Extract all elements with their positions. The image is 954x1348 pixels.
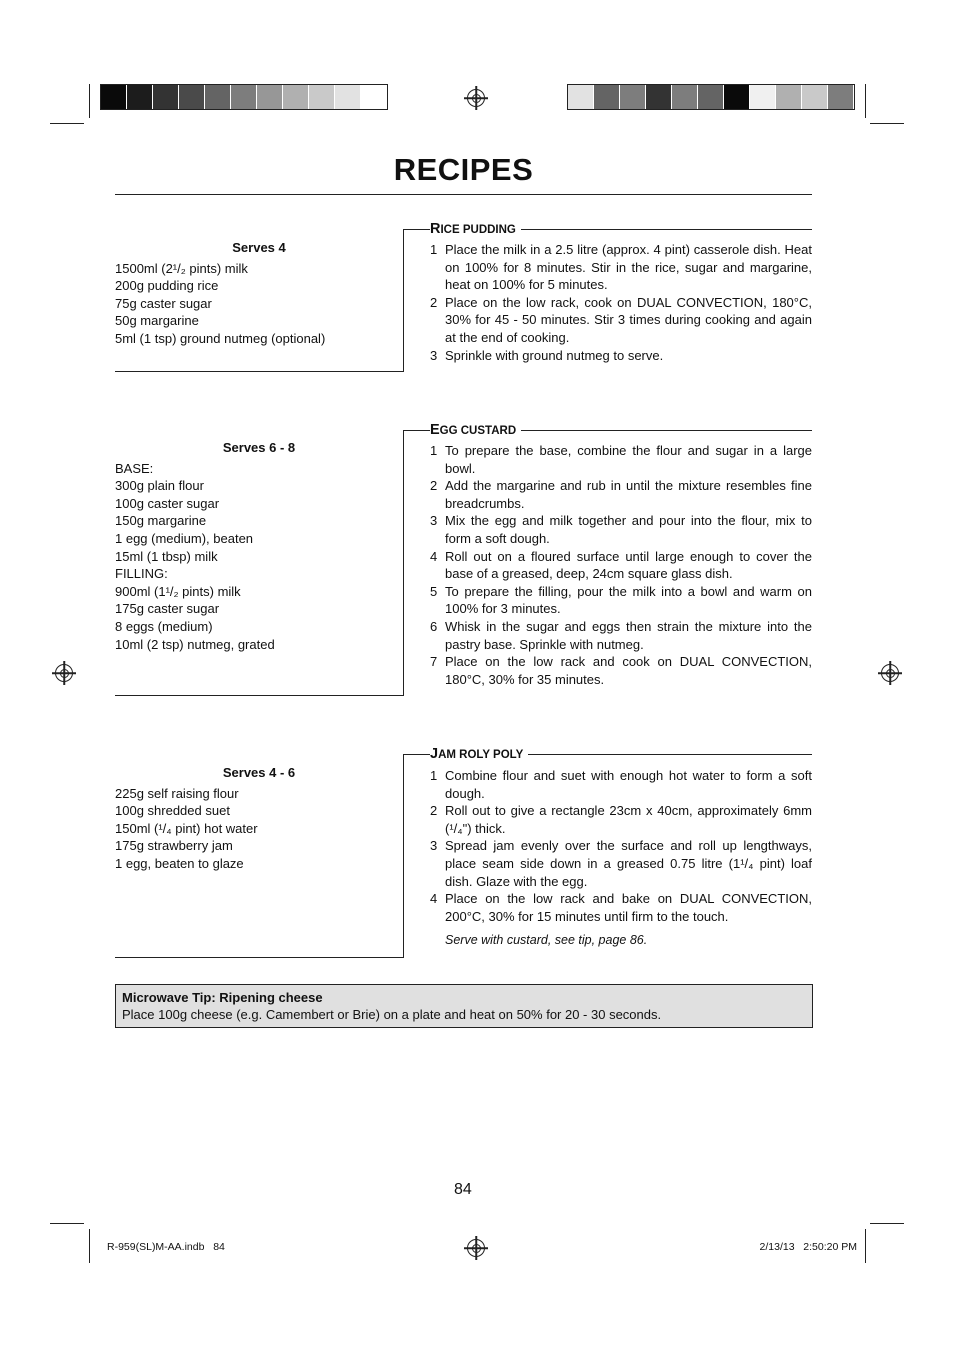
recipe-title: EGG CUSTARD bbox=[430, 422, 517, 438]
ingredients-box-border bbox=[403, 229, 404, 372]
color-swatch bbox=[776, 85, 802, 109]
method-step: 3 Mix the egg and milk together and pour into the flour, mix to form a soft dough. bbox=[430, 513, 812, 546]
method-steps bbox=[430, 241, 812, 364]
crop-mark bbox=[870, 123, 904, 124]
registration-mark-icon bbox=[467, 1239, 485, 1257]
ingredient-item: 225g self raising flour bbox=[115, 785, 239, 801]
color-swatch bbox=[101, 85, 127, 109]
ingredient-item: 5ml (1 tsp) ground nutmeg (optional) bbox=[115, 330, 326, 346]
color-swatch bbox=[153, 85, 179, 109]
method-step: 7 Place on the low rack and cook on DUAL CONVECTION, 180°C, 30% for 35 minutes. bbox=[430, 654, 812, 687]
crop-mark bbox=[89, 84, 90, 118]
registration-mark-icon bbox=[55, 664, 73, 682]
crop-mark bbox=[50, 1223, 84, 1224]
registration-mark-icon bbox=[881, 664, 899, 682]
method-step: 5 To prepare the filling, pour the milk into a bowl and warm on 100% for 3 minutes. bbox=[430, 583, 812, 617]
color-swatch bbox=[361, 85, 387, 109]
ingredient-item: 100g caster sugar bbox=[115, 495, 220, 511]
ingredient-item: 8 eggs (medium) bbox=[115, 618, 213, 634]
recipe-title: RICE PUDDING bbox=[430, 221, 516, 237]
tip-title: Microwave Tip: Ripening cheese bbox=[122, 990, 323, 1005]
ingredient-item: FILLING: bbox=[115, 566, 168, 582]
method-step: 2 Place on the low rack, cook on DUAL CONVECTION, 180°C, 30% for 45 - 50 minutes. Stir 3 times during cooking and again at the end of cooking. bbox=[430, 294, 812, 345]
color-swatch bbox=[568, 85, 594, 109]
ingredients-list bbox=[115, 764, 403, 873]
crop-mark bbox=[89, 1229, 90, 1263]
ingredients-list bbox=[115, 439, 403, 653]
recipe-heading-rice-pudding bbox=[403, 222, 812, 236]
ingredients-box-border bbox=[115, 957, 403, 958]
ingredient-item: 150ml (¹/₄ pint) hot water bbox=[115, 820, 258, 836]
title-rule bbox=[115, 194, 812, 195]
serves-label: Serves 6 - 8 bbox=[222, 440, 296, 455]
color-swatch bbox=[205, 85, 231, 109]
color-calibration-bar-right bbox=[567, 84, 855, 110]
method-steps bbox=[430, 767, 812, 925]
color-swatch bbox=[179, 85, 205, 109]
page-number: 84 bbox=[454, 1181, 472, 1198]
serves-label: Serves 4 - 6 bbox=[222, 765, 296, 780]
crop-mark bbox=[870, 1223, 904, 1224]
ingredient-item: 150g margarine bbox=[115, 513, 207, 529]
crop-mark bbox=[865, 84, 866, 118]
ingredients-box-border bbox=[115, 371, 403, 372]
crop-mark bbox=[865, 1229, 866, 1263]
color-swatch bbox=[750, 85, 776, 109]
color-swatch bbox=[257, 85, 283, 109]
recipe-heading-jam-roly-poly bbox=[403, 747, 812, 761]
method-step: 4 Roll out on a floured surface until large enough to cover the base of a greased, deep, 24cm square glass dish. bbox=[430, 548, 812, 582]
ingredient-item: 75g caster sugar bbox=[115, 295, 212, 311]
method-step: 1 Place the milk in a 2.5 litre (approx. 4 pint) casserole dish. Heat on 100% for 8 minutes. Stir in the rice, sugar and margarine, heat on 100% for 5 minutes. bbox=[430, 242, 812, 293]
color-swatch bbox=[646, 85, 672, 109]
crop-mark bbox=[50, 123, 84, 124]
color-swatch bbox=[127, 85, 153, 109]
footer-filename: R-959(SL)M-AA.indb 84 bbox=[107, 1241, 225, 1253]
registration-mark-icon bbox=[467, 89, 485, 107]
ingredient-item: 1 egg (medium), beaten bbox=[115, 530, 254, 546]
ingredients-list bbox=[115, 239, 403, 348]
color-calibration-bar-left bbox=[100, 84, 388, 110]
color-swatch bbox=[828, 85, 854, 109]
color-swatch bbox=[335, 85, 361, 109]
recipe-heading-egg-custard bbox=[403, 423, 812, 437]
recipe-title: JAM ROLY POLY bbox=[430, 746, 524, 762]
ingredient-item: 100g shredded suet bbox=[115, 803, 230, 819]
ingredient-item: 10ml (2 tsp) nutmeg, grated bbox=[115, 636, 275, 652]
ingredient-item: BASE: bbox=[115, 460, 154, 476]
ingredient-item: 50g margarine bbox=[115, 313, 199, 329]
color-swatch bbox=[672, 85, 698, 109]
ingredients-box-border bbox=[115, 695, 403, 696]
method-step: 3 Spread jam evenly over the surface and roll up lengthways, place seam side down in a greased 0.75 litre (1¹/₄ pint) loaf dish. Glaze with the egg. bbox=[430, 838, 812, 889]
color-swatch bbox=[698, 85, 724, 109]
color-swatch bbox=[620, 85, 646, 109]
method-step: 4 Place on the low rack and bake on DUAL CONVECTION, 200°C, 30% for 15 minutes until firm to the touch. bbox=[430, 891, 812, 924]
microwave-tip-box bbox=[115, 984, 813, 1028]
ingredient-item: 1 egg, beaten to glaze bbox=[115, 855, 244, 871]
color-swatch bbox=[231, 85, 257, 109]
page-title: RECIPES bbox=[393, 152, 534, 187]
footer-datetime: 2/13/13 2:50:20 PM bbox=[759, 1241, 857, 1253]
method-step: 1 To prepare the base, combine the flour and sugar in a large bowl. bbox=[430, 443, 812, 476]
method-step: 2 Add the margarine and rub in until the mixture resembles fine breadcrumbs. bbox=[430, 478, 812, 511]
ingredient-item: 200g pudding rice bbox=[115, 278, 219, 294]
color-swatch bbox=[283, 85, 309, 109]
color-swatch bbox=[724, 85, 750, 109]
method-step: 1 Combine flour and suet with enough hot water to form a soft dough. bbox=[430, 768, 812, 801]
method-steps bbox=[430, 442, 812, 688]
method-step: 2 Roll out to give a rectangle 23cm x 40cm, approximately 6mm (¹/₄") thick. bbox=[430, 803, 812, 836]
method-step: 6 Whisk in the sugar and eggs then strain the mixture into the pastry base. Sprinkle with nutmeg. bbox=[430, 618, 812, 652]
ingredient-item: 15ml (1 tbsp) milk bbox=[115, 548, 218, 564]
color-swatch bbox=[802, 85, 828, 109]
ingredient-item: 1500ml (2¹/₂ pints) milk bbox=[115, 260, 248, 276]
ingredient-item: 175g strawberry jam bbox=[115, 838, 233, 854]
ingredients-box-border bbox=[403, 754, 404, 958]
ingredients-box-border bbox=[403, 430, 404, 696]
color-swatch bbox=[594, 85, 620, 109]
ingredient-item: 300g plain flour bbox=[115, 478, 204, 494]
tip-text: Place 100g cheese (e.g. Camembert or Brie) on a plate and heat on 50% for 20 - 30 seconds. bbox=[122, 1007, 662, 1022]
serving-note: Serve with custard, see tip, page 86. bbox=[445, 933, 648, 947]
ingredient-item: 175g caster sugar bbox=[115, 601, 220, 617]
color-swatch bbox=[309, 85, 335, 109]
ingredient-item: 900ml (1¹/₂ pints) milk bbox=[115, 583, 241, 599]
method-step: 3 Sprinkle with ground nutmeg to serve. bbox=[430, 347, 664, 363]
serves-label: Serves 4 bbox=[232, 240, 286, 255]
